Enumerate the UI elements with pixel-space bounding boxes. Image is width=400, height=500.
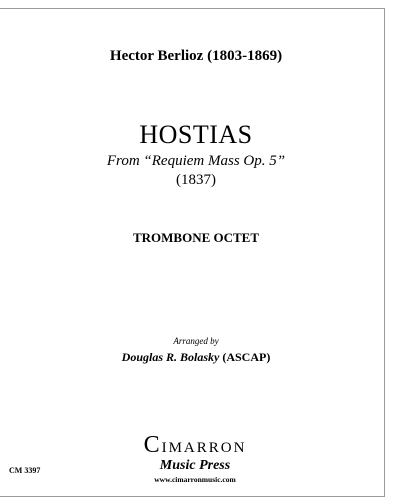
publisher-logo-initial: C [143, 432, 162, 458]
publisher-logo-subtitle: Music Press [159, 458, 231, 473]
arranger-name: Douglas R. Bolasky [121, 350, 220, 364]
page-border-bottom [0, 496, 385, 497]
piece-title: HOSTIAS [139, 120, 253, 149]
piece-subtitle: From “Requiem Mass Op. 5” [106, 153, 286, 169]
composition-year: (1837) [176, 172, 216, 188]
publisher-logo-wordmark [120, 432, 270, 459]
page-border-right [384, 8, 385, 496]
publisher-logo [120, 432, 270, 492]
page-border-top [0, 8, 384, 9]
composer-line: Hector Berlioz (1803-1869) [109, 48, 283, 64]
publisher-logo-rest: IMARRON [161, 440, 247, 456]
instrumentation: TROMBONE OCTET [132, 230, 260, 245]
arranged-by-label: Arranged by [173, 336, 219, 346]
arranger-society: (ASCAP) [222, 350, 271, 364]
publisher-website: www.cimarronmusic.com [154, 475, 236, 484]
catalog-number: CM 3397 [9, 466, 41, 475]
arranger-line [8, 350, 384, 365]
